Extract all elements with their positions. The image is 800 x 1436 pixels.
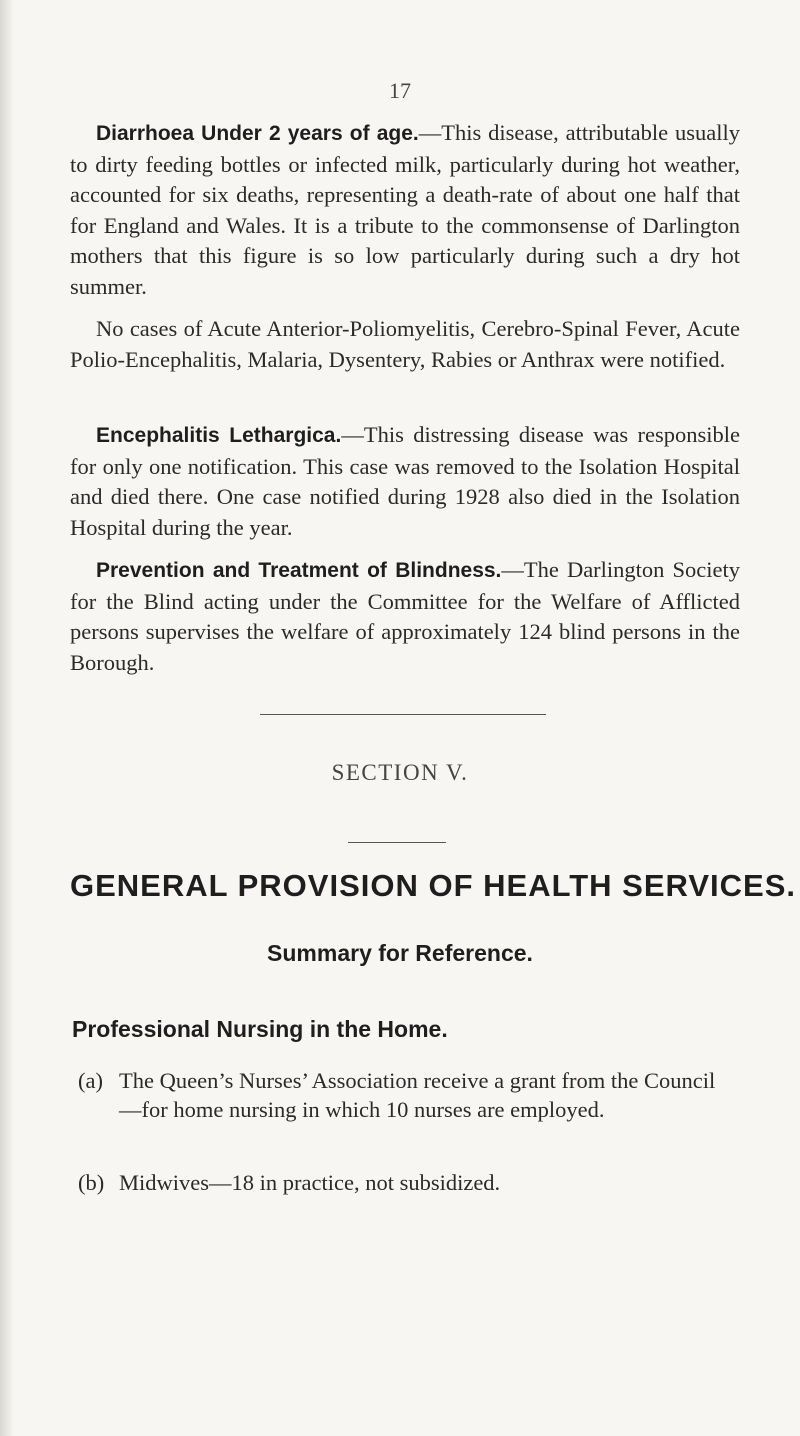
list-item-label: (a) [78, 1068, 103, 1093]
paragraph-encephalitis [70, 420, 740, 543]
list-item [78, 1168, 748, 1197]
paragraph-diarrhoea [70, 118, 740, 302]
section-title: GENERAL PROVISION OF HEALTH SERVICES. [70, 868, 796, 903]
summary-heading: Summary for Reference. [267, 940, 533, 966]
paragraph-text: —This disease, attributable usually to dirty feeding bottles or infected milk, particularly during hot weather, accounted for six deaths, representing a death-rate of about one half that for England and Wales. It is a tribute to the commonsense of Darlington mothers that this figure is so low particularly during such a dry hot summer. [70, 120, 740, 299]
list-item-text: The Queen’s Nurses’ Association receive a grant from the Council—for home nursing in which 10 nurses are employed. [119, 1068, 716, 1122]
list-item-label: (b) [78, 1170, 105, 1195]
paragraph-text: —This distressing disease was responsible for only one notification. This case was removed to the Isolation Hospital and died there. One case notified during 1928 also died in the Isolation Hospital during the year. [70, 422, 741, 540]
paragraph-blindness [70, 555, 740, 678]
section-label: SECTION V. [331, 760, 469, 785]
section-divider-top [260, 714, 546, 715]
paragraph-text: —The Darlington Society for the Blind acting under the Committee for the Welfare of Afflicted persons supervises the welfare of approximately 124 blind persons in the Borough. [70, 557, 740, 675]
list-item-text: Midwives—18 in practice, not subsidized. [119, 1170, 501, 1195]
paragraph-no-cases [70, 314, 740, 375]
page-number: 17 [389, 78, 411, 103]
section-divider-short [348, 842, 446, 843]
paragraph-text: No cases of Acute Anterior-Poliomyelitis, Cerebro-Spinal Fever, Acute Polio-Encephalitis, Malaria, Dysentery, Rabies or Anthrax were notified. [70, 316, 740, 372]
paragraph-heading: Prevention and Treatment of Blindness. [96, 559, 502, 582]
list-item [78, 1066, 748, 1124]
paragraph-heading: Diarrhoea Under 2 years of age. [96, 122, 419, 145]
nursing-subheading: Professional Nursing in the Home. [72, 1016, 448, 1042]
paragraph-heading: Encephalitis Lethargica. [96, 424, 342, 447]
page-edge-shadow [0, 0, 14, 1436]
